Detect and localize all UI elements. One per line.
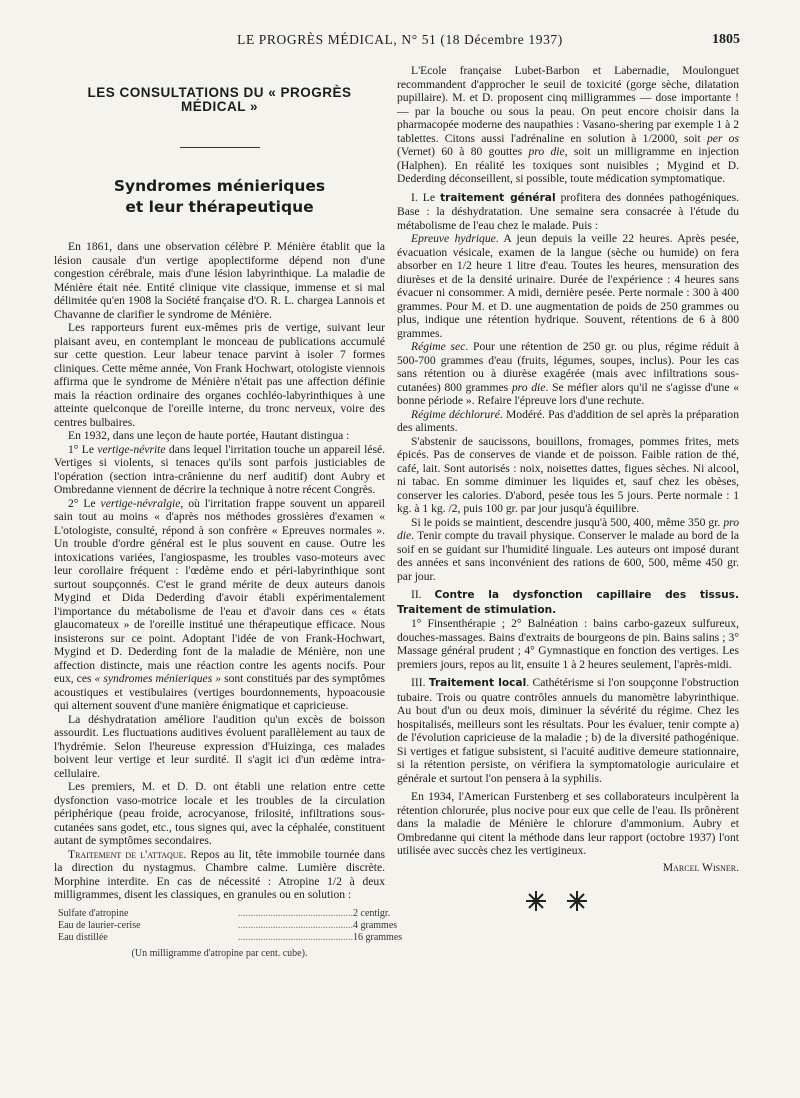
term: pro die — [397, 515, 739, 542]
text: 2° Le — [68, 496, 101, 510]
paragraph-traitement-general — [397, 191, 739, 233]
term: pro die — [511, 380, 546, 394]
term: Régime sec — [411, 340, 466, 353]
paragraph-dysfonction: Les premiers, M. et D. D. ont établi une relation entre cette dysfonction vaso-motrice locale et les troubles de la circulation périphérique (peau froide, acrocyanose, frilosité, infiltrations sous-cutanées sans godet, etc., tous signes qui, avec la céphalée, constituent autant de symptômes secondaires. — [54, 780, 385, 847]
paragraph-poids — [397, 516, 739, 584]
ingredient-name: Eau de laurier-cerise — [58, 919, 141, 931]
article-title-line-2: et leur thérapeutique — [125, 198, 314, 216]
paragraph-rapporteurs: Les rapporteurs furent eux-mêmes pris de vertige, suivant leur plaisant aveu, en contemplant le monceau de publications accumulé sur cette question. Leur labeur tenace parvint à isoler 7 formes cliniques. Cette même année, Von Frank Hochwart, otologiste viennois affirma que le syndrome de Ménière n'était pas une affection définie mais la réaction ordinaire des organes cochléo-labyrinthiques à une atteinte quelconque de l'oreille interne, du tronc nerveux, voire des centres bulbaires. — [54, 321, 385, 429]
paragraph-vertige-nevralgie — [54, 497, 385, 713]
ingredient-quantity: 2 centigr. — [353, 907, 391, 919]
article-title — [54, 176, 385, 218]
paragraph-regime-sec — [397, 340, 739, 408]
title-divider — [180, 147, 260, 148]
paragraph-regime-dechlorure — [397, 408, 739, 435]
prescription-note: (Un milligramme d'atropine par cent. cube). — [131, 947, 308, 959]
article-title-line-1: Syndromes ménieriques — [113, 177, 326, 195]
running-header: LE PROGRÈS MÉDICAL, N° 51 (18 Décembre 1937) — [237, 32, 563, 47]
text: . Modéré. Pas d'addition de sel après la préparation des aliments. — [397, 407, 739, 434]
prescription-row — [54, 919, 398, 932]
text: I. Le — [411, 190, 441, 204]
ingredient-name: Eau distillée — [58, 931, 108, 943]
text: . A jeun depuis la veille 22 heures. Après pesée, évacuation vésicale, examen de la langue (sèche ou humide) on fera absorber en 1/2 heure 1 litre d'eau. Toutes les heures, mensuration des diurèses et de la densité urinaire. Durée de l'expérience : 4 heures sans évacuer ni consommer. A midi, dernière pesée. Perte normale : 300 à 400 grammes. Pour M. et D. une augmentation de poids de 250 grammes ou plus, indique une rétention hydrique. Souvent, rétentions de 6 à 800 grammes. — [397, 232, 739, 340]
term: pro die — [528, 145, 565, 158]
section-title: LES CONSULTATIONS DU « PROGRÈS MÉDICAL » — [87, 85, 352, 114]
text: . Cathétérisme si l'on soupçonne l'obstruction tubaire. Trois ou quatre contrôles annuels du manomètre labyrinthique. Au bout d'un ou deux mois, diminuer la sévérité du régime. Chez les hospitalisés, meilleurs sont les résultats. Pour les évaluer, tenir compte a) de l'évolution capricieuse de la maladie ; b) de la diversité pathogénique. Si vertiges et fatigue subsistent, si l'acuité auditive demeure stationnaire, si la rétention persiste, on vérifiera la symptomatologie auriculaire et générale et surtout l'on pensera à la syphilis. — [397, 676, 739, 785]
subheading: traitement général — [440, 191, 556, 204]
right-column — [397, 64, 739, 916]
subheading: Traitement local — [428, 677, 527, 689]
text: Repos au lit, tête immobile tournée dans la direction du nystagmus. Chambre calme. Lumière discrète. Morphine interdite. En cas de nécessité : Atropine 1/2 à deux milligrammes, disent les classiques, en granules ou en solution : — [54, 847, 386, 901]
term: Régime déchloruré — [411, 407, 500, 421]
fleuron-icon — [566, 890, 588, 912]
text: . Se méfier alors qu'il ne s'agisse d'une « bonne période ». Refaire l'épreuve lors d'une rechute. — [397, 380, 739, 407]
paragraph-deshydratation: La déshydratation améliore l'audition qu'un excès de boisson assourdit. Les fluctuations auditives évoluent parallèlement au taux de l'hydrémie. Selon l'heureuse expression d'Huizinga, ces malades boivent leur vertige et leur surdité. Il s'agit ici d'un œdème intra-cellulaire. — [54, 712, 385, 780]
paragraph-hautant: En 1932, dans une leçon de haute portée, Hautant distingua : — [68, 429, 350, 442]
text: sont constitués par des symptômes acoustiques et vestibulaires (vertiges bourdonnements, hypoacousie qui alternent souvent d'une manière énigmatique et capricieuse. — [54, 672, 385, 712]
leader-dots: .............................................. — [238, 919, 353, 931]
paragraph-vertige-nevrite — [54, 443, 385, 497]
term: Epreuve hydrique — [411, 232, 496, 245]
text: III. — [411, 676, 429, 689]
ingredient-quantity: 4 grammes — [353, 919, 398, 931]
paragraph-furstenberg: En 1934, l'American Furstenberg et ses collaborateurs inculpèrent la rétention chlorurée, plus nocive pour eux que celle de l'eau. Ils prônèrent dans la maladie de Ménière le chlorure d'ammonium. Aubry et Ombredanne qui citent la méthode dans leur rapport (octobre 1937) l'ont utilisée avec succès chez les vertigineux. — [397, 790, 739, 857]
text: Si le poids se maintient, descendre jusqu'à 500, 400, même 350 gr. — [411, 515, 724, 529]
text: 1° Le — [68, 442, 98, 456]
text: . Pour une rétention de 250 gr. ou plus, régime réduit à 500-700 grammes d'eau (fruits, légumes, soupes, inclus). Pour les cas sans rétention ou à diurèse exagérée (mais avec infiltrations sous-cutanées) 800 grammes — [397, 340, 740, 394]
term: vertige-névralgie — [100, 496, 181, 510]
prescription — [54, 907, 403, 960]
text: (Vernet) 60 à 80 gouttes — [397, 145, 529, 158]
author-signature: Marcel Wisner. — [662, 860, 739, 874]
text: . Tenir compte du travail physique. Conserver le malade au bord de la soif en se guidant sur l'humidité linguale. Les auteurs ont imposé durant des années et sans inconvénient des rations de 600, 500, même 450 gr. par jour. — [397, 529, 739, 583]
paragraph-intro: En 1861, dans une observation célèbre P. Ménière établit que la lésion causale d'un vertige apoplectiforme dépend non d'une congestion cérébrale, mais d'une lésion labyrinthique. La maladie de Ménière était née. Entité clinique vite classique, immense et si mal délimitée qu'en 1908 la Société française d'O. R. L. chargea Lannois et Chavanne de clarifier le syndrome de Ménière. — [54, 240, 385, 321]
paragraph-ecole-francaise — [397, 64, 739, 186]
text: L'Ecole française Lubet-Barbon et Labernadie, Moulonguet recommandent d'approcher le seuil de toxicité (gorge sèche, dilatation pupillaire). M. et D. proposent cinq milligrammes — dose importante ! — par la bouche ou sous la peau. On peut encore choisir dans la pharmacopée moderne des naupathies : Vasano-shering par exemple 1 à 2 tablettes. Citons aussi l'adrénaline en solution à 1/2000, soit — [397, 64, 739, 145]
term: per os — [707, 131, 739, 145]
paragraph-abstenir: S'abstenir de saucissons, bouillons, fromages, pommes frites, mets épicés. Pas de conserves de viande et de poisson. Faible ration de thé, café, lait. Sont autorisés : noix, noisettes dattes, figues sèches. Ni alcool, ni tabac. En somme diminuer les liquides et, sauf chez les obèses, conserver les calories. D'abord, pesée tous les 5 jours. Perte normale : 1 kg. à 1 kg. /2, puis 100 gr. par jour jusqu'à équilibre. — [397, 434, 739, 515]
text: dans lequel l'irritation touche un appareil lésé. Vertiges si violents, si tenaces qu'ils sont parfois justiciables de l'opération (section intra-crânienne du nerf auditif) dont Aubry et Ombredanne viennent de décrire la technique à notre récent Congrès. — [54, 442, 386, 496]
paragraph-epreuve-hydrique — [397, 232, 739, 340]
prescription-row — [54, 907, 391, 920]
ornament-row — [397, 890, 739, 916]
left-column — [54, 64, 403, 960]
page-number: 1805 — [712, 32, 740, 47]
fleuron-icon — [525, 890, 547, 912]
ingredient-quantity: 16 grammes — [353, 931, 403, 943]
leader-dots: .............................................. — [238, 907, 353, 919]
text: II. — [411, 588, 435, 601]
text: profitera des données pathogéniques. Base : la déshydratation. Une semaine sera consacrée à l'étude du métabolisme de l'eau chez le malade. Puis : — [397, 190, 739, 232]
term: vertige-névrite — [97, 442, 166, 456]
term: « syndromes ménieriques » — [94, 672, 222, 685]
subheading: Contre la dysfonction capillaire des tissus. Traitement de stimulation. — [397, 589, 739, 616]
text: , soit un milligramme en injection (Halphen). En réalité les toxiques sont nuisibles ; Mygind et D. Dederding déconseillent, si possible, toute médication symptomatique. — [397, 145, 739, 185]
prescription-row — [54, 931, 403, 944]
text: , où l'irritation frappe souvent un appareil sain tout au moins « d'après nos méthodes grossières d'examen « L'otologiste, consulté, répond à son confrère « Epreuves normales ». Un trouble d'ordre général est le plus souvent en cause. Outre les intoxications variées, l'angiospasme, les troubles vaso-moteurs avec leur corollaire fréquent : l'œdème endo et péri-labyrinthique sont surtout soupçonnés. C'est le grand mérite de deux auteurs danois Mygind et Dida Dederding d'avoir établi expérimentalement l'importance du métabolisme de l'eau et d'avoir dans ces « états glaucomateux » de l'oreille institué une thérapeutique efficace. Nous insisterons sur ce point. Adoptant l'idée de von Frank-Hochwart, Mygind et D. Dederding font de la maladie de Ménière, non une affection distincte, mais une réaction contre les agents nocifs. Pour eux, ces — [54, 496, 385, 685]
paragraph-traitement-local — [397, 676, 739, 785]
leader-dots: .............................................. — [238, 931, 353, 943]
ingredient-name: Sulfate d'atropine — [58, 907, 129, 919]
paragraph-dysfonction-capillaire — [397, 588, 739, 617]
subheading: Traitement de l'attaque. — [68, 847, 187, 861]
paragraph-traitement-attaque — [54, 848, 385, 902]
paragraph-finsentherapie: 1° Finsenthérapie ; 2° Balnéation : bains carbo-gazeux sulfureux, douches-massages. Bains d'extraits de bourgeons de pin. Bains salins ; 3° Massage général prudent ; 4° Gymnastique en fonction des vertiges. Les premiers jours, repos au lit, ensuite 1 à 2 heures seulement, l'après-midi. — [397, 617, 739, 671]
